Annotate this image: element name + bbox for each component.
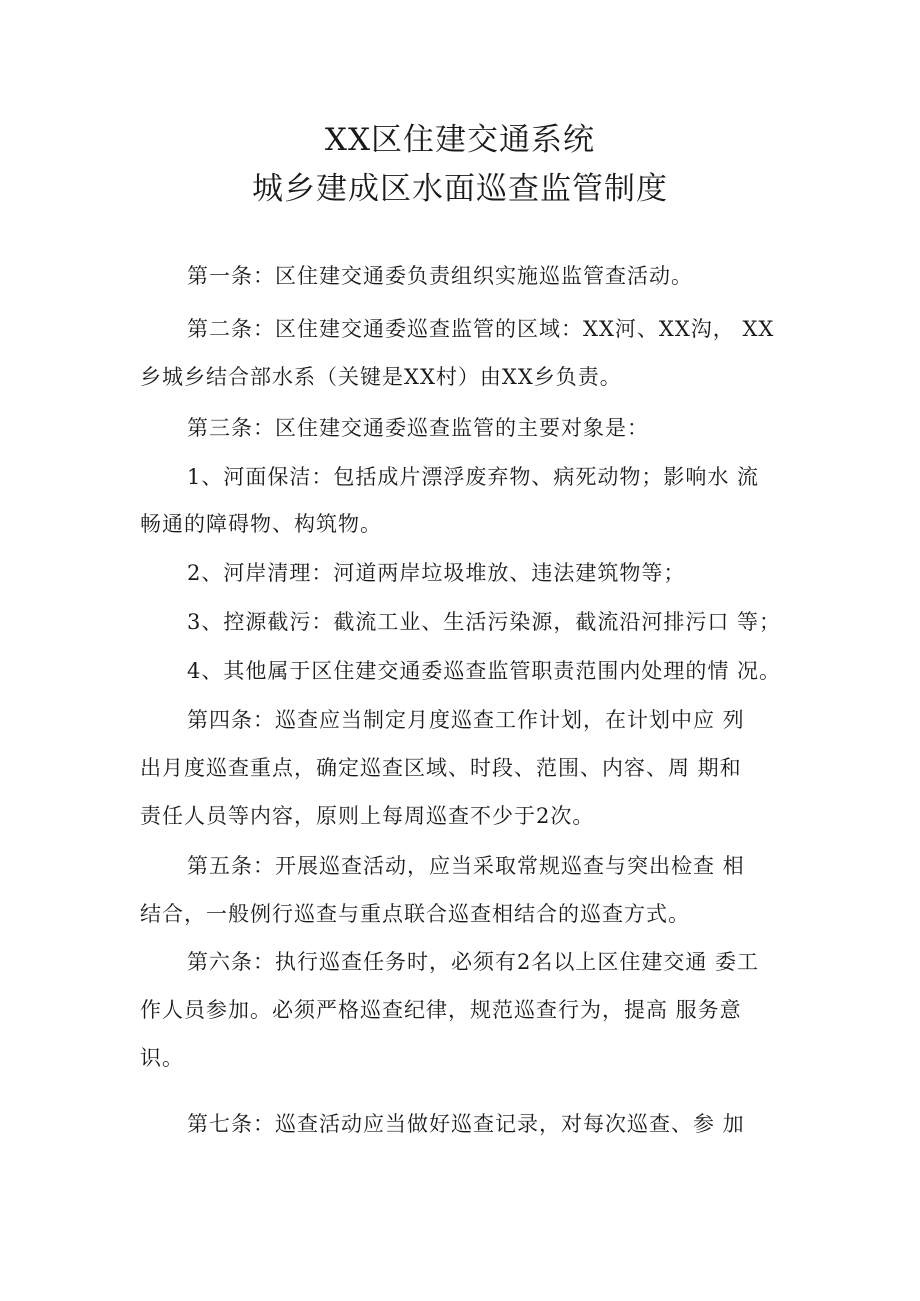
paragraph-line: 1、河面保洁：包括成片漂浮废弃物、病死动物；影响水 流 [187, 465, 760, 489]
paragraph-line: 4、其他属于区住建交通委巡查监管职责范围内处理的情 况。 [187, 659, 782, 683]
paragraph-line: 第六条：执行巡查任务时，必须有2名以上区住建交通 委工 [187, 950, 760, 974]
paragraph-line: 结合，一般例行巡查与重点联合巡查相结合的巡查方式。 [140, 902, 690, 926]
document-title-line-2: 城乡建成区水面巡查监管制度 [252, 171, 668, 207]
paragraph-line: 畅通的障碍物、构筑物。 [140, 512, 382, 536]
paragraph-line: 3、控源截污：截流工业、生活污染源，截流沿河排污口 等； [187, 610, 782, 634]
paragraph-line: 责任人员等内容，原则上每周巡查不少于2次。 [140, 804, 595, 828]
paragraph-line: 第三条：区住建交通委巡查监管的主要对象是： [187, 416, 649, 440]
paragraph-line: 2、河岸清理：河道两岸垃圾堆放、违法建筑物等； [187, 561, 686, 585]
paragraph-line: 第七条：巡查活动应当做好巡查记录，对每次巡查、参 加 [187, 1112, 745, 1136]
paragraph-line: 第四条：巡查应当制定月度巡查工作计划，在计划中应 列 [187, 708, 745, 732]
document-title-line-1: XX区住建交通系统 [324, 122, 596, 158]
paragraph-line: 识。 [140, 1046, 184, 1070]
paragraph-line: 作人员参加。必须严格巡查纪律，规范巡查行为，提高 服务意 [140, 998, 742, 1022]
paragraph-line: 出月度巡查重点，确定巡查区域、时段、范围、内容、周 期和 [140, 756, 742, 780]
paragraph-line: 第二条：区住建交通委巡查监管的区域：XX河、XX沟， XX [187, 317, 775, 341]
paragraph-line: 乡城乡结合部水系（关键是XX村）由XX乡负责。 [140, 365, 622, 389]
paragraph-line: 第一条：区住建交通委负责组织实施巡监管查活动。 [187, 264, 693, 288]
paragraph-line: 第五条：开展巡查活动，应当采取常规巡查与突出检查 相 [187, 854, 745, 878]
